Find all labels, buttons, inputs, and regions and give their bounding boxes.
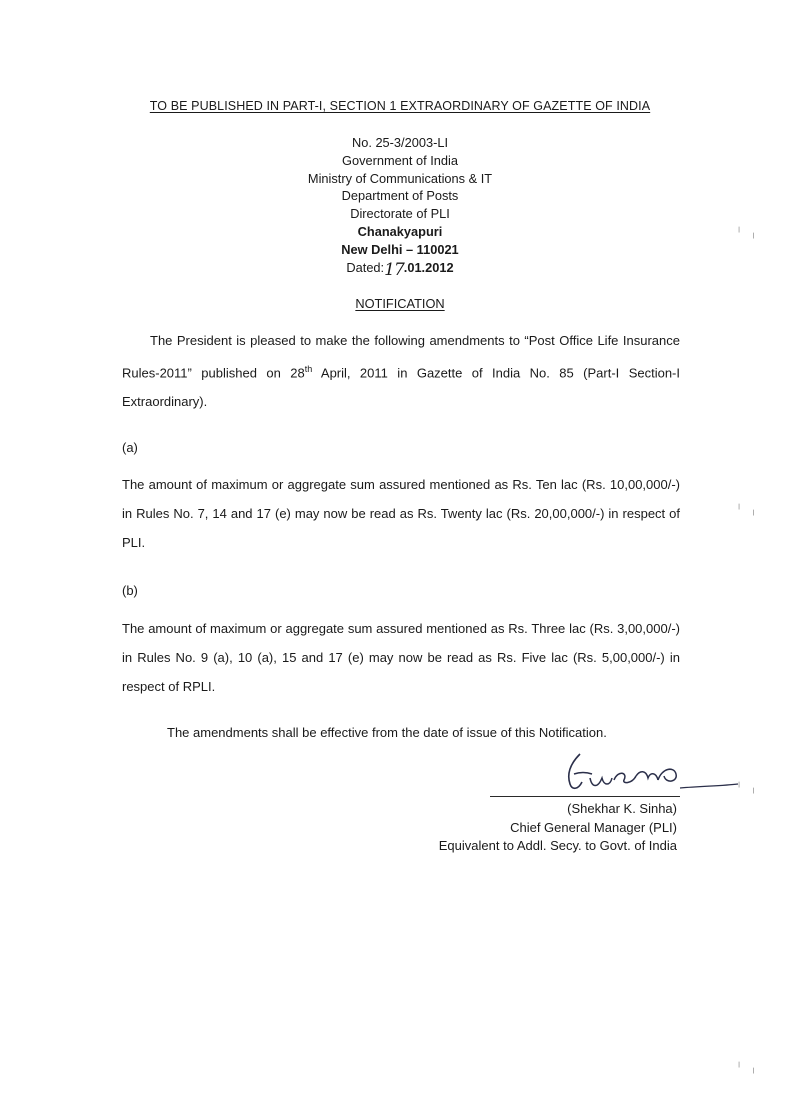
signature-line <box>490 796 680 797</box>
signature-image <box>552 748 742 796</box>
signatory-equivalence: Equivalent to Addl. Secy. to Govt. of India <box>438 838 677 853</box>
scan-mark: ╵ ╷ <box>736 783 757 794</box>
notification-title: NOTIFICATION <box>355 296 445 311</box>
item-b-label: (b) <box>122 583 138 598</box>
intro-paragraph: The President is pleased to make the following amendments to “Post Office Life Insurance Rules-2011” published on 28th April, 2011 in Gazette of India No. 85 (Part-I Section-I Extraordinary). <box>122 333 680 410</box>
item-b-text: The amount of maximum or aggregate sum assured mentioned as Rs. Three lac (Rs. 3,00,000/-) in Rules No. 9 (a), 10 (a), 15 and 17 (e) may now be read as Rs. Five lac (Rs. 5,00,000/-) in respect of RPLI. <box>122 621 680 694</box>
gazette-heading: TO BE PUBLISHED IN PART-I, SECTION 1 EXTRAORDINARY OF GAZETTE OF INDIA <box>149 99 651 113</box>
signatory-name: (Shekhar K. Sinha) <box>567 801 677 816</box>
scan-mark: ╵ ╷ <box>736 505 757 516</box>
closing-statement: The amendments shall be effective from the date of issue of this Notification. <box>167 725 607 740</box>
city: New Delhi – 110021 <box>341 241 459 257</box>
signatory-designation: Chief General Manager (PLI) <box>510 819 677 835</box>
letterhead <box>250 134 550 280</box>
item-a-label: (a) <box>122 440 138 455</box>
dated-day-handwritten: 17 <box>384 259 404 280</box>
department: Department of Posts <box>341 188 459 204</box>
scan-mark: ╵ ╷ <box>736 228 757 239</box>
signatory-block <box>380 800 677 856</box>
directorate: Directorate of PLI <box>350 206 450 222</box>
dated-label: Dated: <box>346 259 385 275</box>
item-a-text: The amount of maximum or aggregate sum assured mentioned as Rs. Ten lac (Rs. 10,00,000/-) in Rules No. 7, 14 and 17 (e) may now be read as Rs. Twenty lac (Rs. 20,00,000/-) in respect of PLI. <box>122 477 680 550</box>
ordinal-suffix: th <box>304 364 313 374</box>
scan-mark: ╵ ╷ <box>736 1063 757 1074</box>
locality: Chanakyapuri <box>357 223 443 239</box>
ministry: Ministry of Communications & IT <box>307 170 493 186</box>
government: Government of India <box>342 152 458 168</box>
file-number: No. 25-3/2003-LI <box>351 135 449 150</box>
signature-scribble <box>552 748 742 796</box>
dated-rest: .01.2012 <box>403 259 454 275</box>
date-line <box>250 259 550 280</box>
